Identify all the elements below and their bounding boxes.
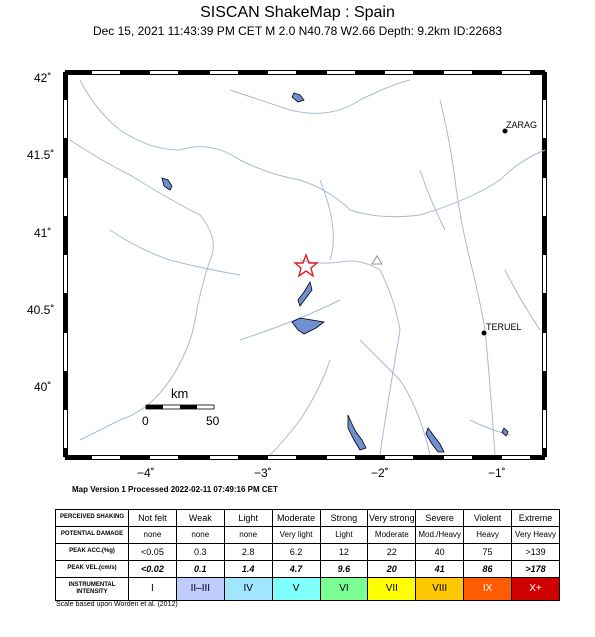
legend-cell: 41 [416, 560, 464, 577]
lat-label-41-5: 41.5˚ [27, 148, 55, 162]
legend-cell: 20 [368, 560, 416, 577]
scale-credit: Scale based upon Worden et al. (2012) [56, 601, 178, 608]
legend-cell: 86 [464, 560, 512, 577]
intensity-cell: IV [224, 577, 272, 600]
lat-label-40-5: 40.5˚ [27, 303, 55, 317]
legend-cell: <0.02 [129, 560, 177, 577]
lon-label-4: −4˚ [137, 466, 155, 480]
legend-cell: 2.8 [224, 543, 272, 560]
legend-cell: 4.7 [272, 560, 320, 577]
legend-cell: <0.05 [129, 543, 177, 560]
legend-row-header: POTENTIAL DAMAGE [56, 526, 129, 543]
city-label: TERUEL [486, 322, 522, 332]
lon-label-1: −1˚ [488, 466, 506, 480]
map-frame [65, 72, 545, 457]
legend-cell: 9.6 [320, 560, 368, 577]
legend-cell: none [224, 526, 272, 543]
lon-label-2: −2˚ [371, 466, 389, 480]
legend-row-header: PEAK VEL.(cm/s) [56, 560, 129, 577]
legend-cell: Very Heavy [512, 526, 560, 543]
scale-unit: km [171, 386, 189, 401]
legend-cell: Light [320, 526, 368, 543]
intensity-legend [55, 509, 560, 601]
lat-label-40: 40˚ [34, 380, 52, 394]
legend-cell: Not felt [129, 510, 177, 527]
intensity-cell: VII [368, 577, 416, 600]
legend-cell: none [129, 526, 177, 543]
legend-cell: Light [224, 510, 272, 527]
legend-cell: 22 [368, 543, 416, 560]
legend-cell: Strong [320, 510, 368, 527]
legend-cell: none [176, 526, 224, 543]
legend-row-shaking [56, 510, 560, 527]
legend-cell: 75 [464, 543, 512, 560]
legend-cell: >139 [512, 543, 560, 560]
intensity-cell: I [129, 577, 177, 600]
map-version: Map Version 1 Processed 2022-02-11 07:49:16 PM CET [72, 485, 278, 494]
scale-end: 50 [206, 414, 220, 428]
intensity-cell: X+ [512, 577, 560, 600]
city-label: ZARAG [506, 120, 538, 130]
legend-row-header: PEAK ACC.(%g) [56, 543, 129, 560]
intensity-cell: V [272, 577, 320, 600]
legend-cell: Very light [272, 526, 320, 543]
legend-row-header: INSTRUMENTAL INTENSITY [56, 577, 129, 600]
lat-label-41: 41˚ [34, 226, 52, 240]
intensity-cell: II–III [176, 577, 224, 600]
legend-cell: 0.3 [176, 543, 224, 560]
legend-row-intensity [56, 577, 560, 600]
legend-cell: 6.2 [272, 543, 320, 560]
scale-start: 0 [142, 414, 149, 428]
legend-cell: 40 [416, 543, 464, 560]
legend-cell: Heavy [464, 526, 512, 543]
legend-cell: Moderate [272, 510, 320, 527]
legend-cell: Severe [416, 510, 464, 527]
legend-row-velocity [56, 560, 560, 577]
intensity-cell: VI [320, 577, 368, 600]
legend-cell: Very strong [368, 510, 416, 527]
intensity-cell: VIII [416, 577, 464, 600]
intensity-cell: IX [464, 577, 512, 600]
legend-cell: Moderate [368, 526, 416, 543]
legend-cell: >178 [512, 560, 560, 577]
lat-label-42: 42˚ [34, 71, 52, 85]
legend-cell: 0.1 [176, 560, 224, 577]
map-title: SISCAN ShakeMap : Spain [200, 4, 395, 21]
legend-row-header: PERCEIVED SHAKING [56, 510, 129, 527]
legend-row-damage [56, 526, 560, 543]
legend-row-acceleration [56, 543, 560, 560]
legend-cell: Mod./Heavy [416, 526, 464, 543]
legend-cell: Violent [464, 510, 512, 527]
legend-cell: Extreme [512, 510, 560, 527]
legend-cell: 12 [320, 543, 368, 560]
lon-label-3: −3˚ [254, 466, 272, 480]
legend-cell: 1.4 [224, 560, 272, 577]
event-details: Dec 15, 2021 11:43:39 PM CET M 2.0 N40.78 W2.66 Depth: 9.2km ID:22683 [92, 24, 503, 38]
legend-cell: Weak [176, 510, 224, 527]
